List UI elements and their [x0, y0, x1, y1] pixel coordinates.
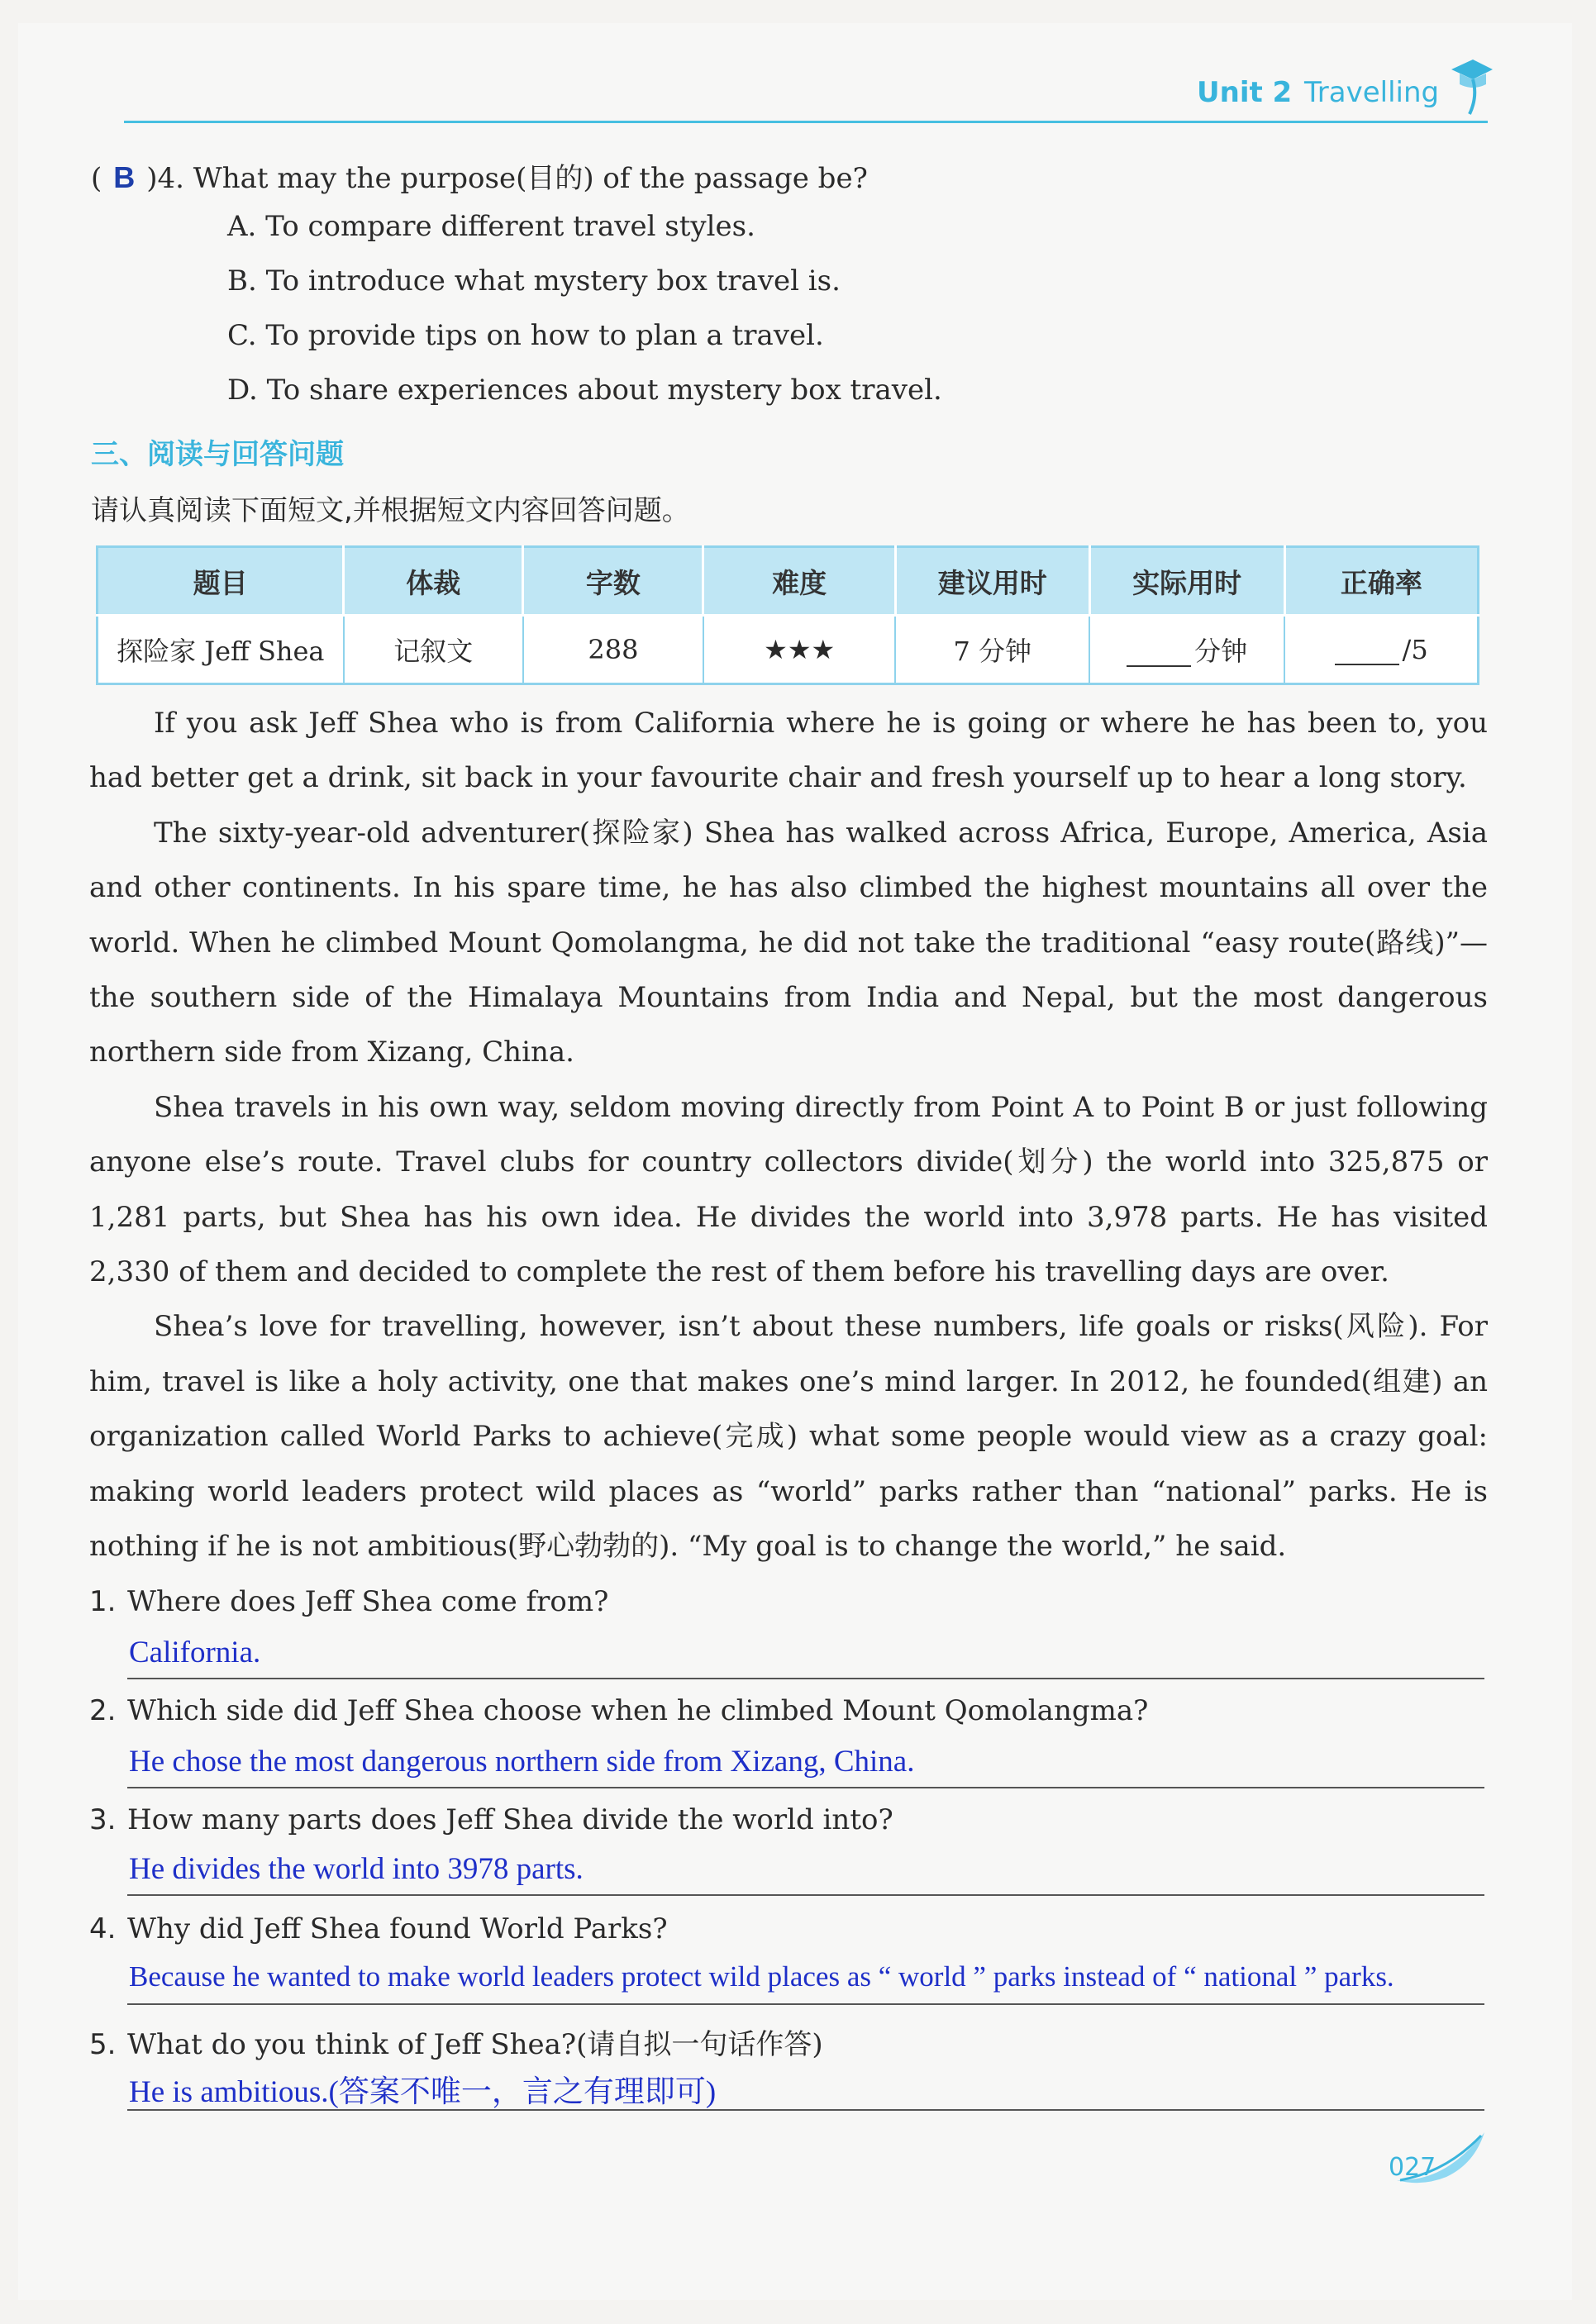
answer-3[interactable]: He divides the world into 3978 parts. — [129, 1852, 584, 1886]
option-c: C. To provide tips on how to plan a travel. — [227, 319, 824, 352]
answer-line — [127, 2109, 1484, 2111]
table-cell-actual-time[interactable] — [1089, 616, 1284, 684]
section-heading: 三、阅读与回答问题 — [91, 438, 344, 471]
table-cell-suggested-time: 7 分钟 — [895, 616, 1089, 684]
question-number: 5. — [89, 2028, 117, 2061]
header-rule — [124, 121, 1488, 123]
answer-5[interactable]: He is ambitious.(答案不唯一，言之有理即可) — [129, 2075, 717, 2109]
unit-label: Unit 2 — [1197, 76, 1293, 109]
table-header: 体裁 — [344, 547, 523, 616]
question-3 — [89, 1803, 893, 1836]
accuracy-blank[interactable] — [1335, 639, 1399, 665]
question-text: How many parts does Jeff Shea divide the world into? — [127, 1803, 893, 1836]
table-cell-topic: 探险家 Jeff Shea — [98, 616, 344, 684]
question-text: What do you think of Jeff Shea?(请自拟一句话作答) — [127, 2028, 823, 2061]
option-a: A. To compare different travel styles. — [227, 210, 755, 243]
question-number: 3. — [89, 1803, 117, 1836]
accuracy-total: /5 — [1402, 634, 1428, 665]
answer-line — [127, 1894, 1484, 1896]
answer-line — [127, 1678, 1484, 1679]
table-header: 字数 — [523, 547, 703, 616]
table-header: 实际用时 — [1089, 547, 1284, 616]
actual-time-unit: 分钟 — [1194, 636, 1248, 667]
answer-paren-close: ) — [146, 162, 158, 195]
question-4-text: 4. What may the purpose(目的) of the passage be? — [157, 162, 868, 195]
table-header: 难度 — [703, 547, 895, 616]
passage-paragraph: Shea’s love for travelling, however, isn’t about these numbers, life goals or risks(风险). For him, travel is like a holy activity, one that makes one’s mind larger. In 2012, he founded(组建) an organization called World Parks to achieve(完成) what some people would view as a crazy goal: making world leaders protect wild places as “world” parks rather than “national” parks. He is nothing if he is not ambitious(野心勃勃的). “My goal is to change the world,” he said. — [89, 1310, 1488, 1564]
table-cell-genre: 记叙文 — [344, 616, 523, 684]
option-d: D. To share experiences about mystery box travel. — [227, 374, 942, 407]
table-cell-words: 288 — [523, 616, 703, 684]
question-2 — [89, 1694, 1148, 1727]
question-text: Which side did Jeff Shea choose when he climbed Mount Qomolangma? — [127, 1694, 1149, 1727]
question-number: 1. — [89, 1585, 117, 1618]
table-header: 建议用时 — [895, 547, 1089, 616]
question-4-qa — [89, 1912, 668, 1945]
answer-4[interactable]: Because he wanted to make world leaders protect wild places as “ world ” parks instead of “ national ” parks. — [129, 1960, 1394, 1993]
section-instruction: 请认真阅读下面短文,并根据短文内容回答问题。 — [91, 494, 690, 527]
passage-paragraph: If you ask Jeff Shea who is from California where he is going or where he has been to, you had better get a drink, sit back in your favourite chair and fresh yourself up to hear a long story. — [89, 707, 1488, 795]
table-cell-accuracy[interactable] — [1284, 616, 1478, 684]
answer-line — [127, 1787, 1484, 1788]
table-header: 题目 — [98, 547, 344, 616]
actual-time-blank[interactable] — [1127, 641, 1191, 667]
passage-paragraph: The sixty-year-old adventurer(探险家) Shea has walked across Africa, Europe, America, Asia and other continents. In his spare time, he has also climbed the highest mountains all over the world. When he climbed Mount Qomolangma, he did not take the traditional “easy route(路线)”—the southern side of the Himalaya Mountains from India and Nepal, but the most dangerous northern side from Xizang, China. — [89, 816, 1488, 1069]
unit-title: Travelling — [1304, 76, 1440, 109]
reading-info-table — [96, 545, 1479, 685]
table-header-row — [98, 547, 1479, 616]
answer-paren-open: ( — [91, 162, 102, 195]
question-number: 2. — [89, 1694, 117, 1727]
question-text: Where does Jeff Shea come from? — [127, 1585, 609, 1618]
question-1 — [89, 1585, 608, 1618]
table-cell-difficulty: ★★★ — [703, 616, 895, 684]
table-header: 正确率 — [1284, 547, 1478, 616]
question-number: 4. — [89, 1912, 117, 1945]
question-text: Why did Jeff Shea found World Parks? — [127, 1912, 668, 1945]
page-number: 027 — [1389, 2153, 1436, 2182]
option-b: B. To introduce what mystery box travel is. — [227, 264, 841, 298]
reading-passage — [89, 696, 1488, 1574]
answer-1[interactable]: California. — [129, 1636, 261, 1669]
question-5 — [89, 2022, 823, 2062]
question-4 — [91, 155, 868, 196]
question-4-answer: B — [113, 160, 136, 194]
table-row — [98, 616, 1479, 684]
graduation-cap-icon — [1445, 51, 1494, 117]
passage-paragraph: Shea travels in his own way, seldom moving directly from Point A to Point B or just following anyone else’s route. Travel clubs for country collectors divide(划分) the world into 325,875 or 1,281 parts, but Shea has his own idea. He divides the world into 3,978 parts. He has visited 2,330 of them and decided to complete the rest of them before his travelling days are over. — [89, 1090, 1488, 1289]
answer-2[interactable]: He chose the most dangerous northern side from Xizang, China. — [129, 1745, 915, 1779]
answer-line — [127, 2003, 1484, 2005]
